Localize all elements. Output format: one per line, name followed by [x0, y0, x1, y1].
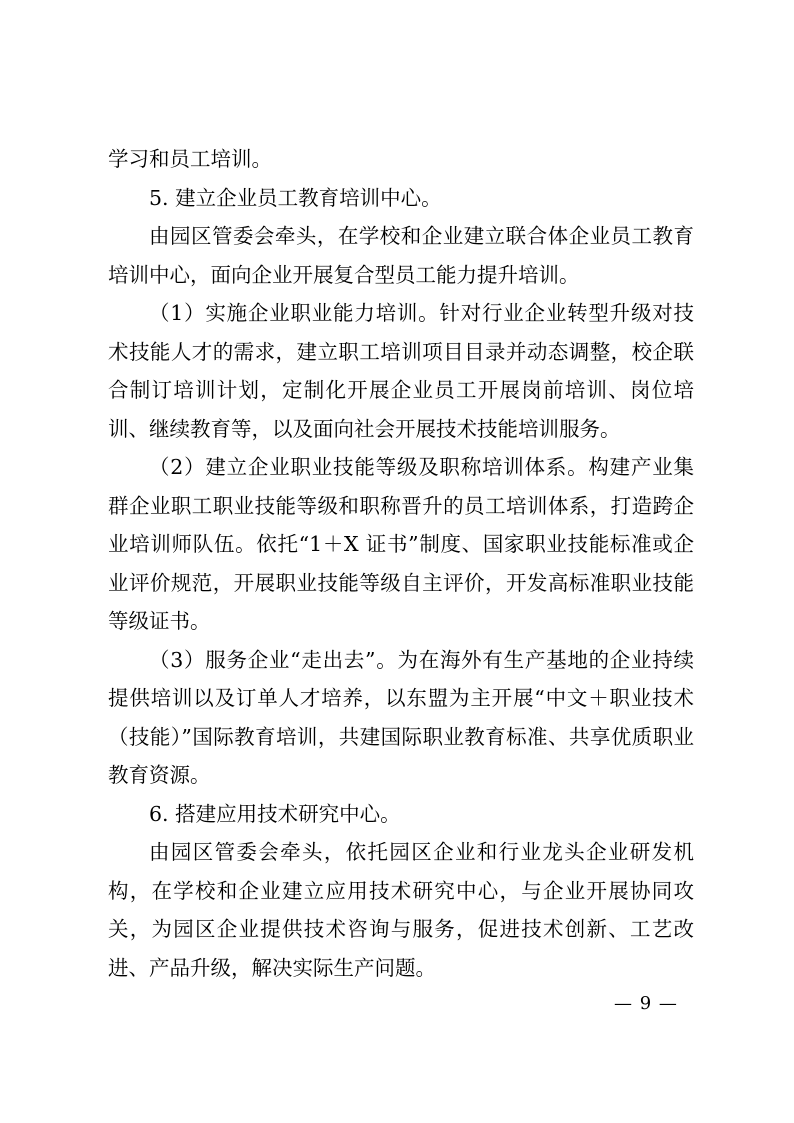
- paragraph-item-3: （3）服务企业“走出去”。为在海外有生产基地的企业持续提供培训以及订单人才培养，以东盟为主开展“中文＋职业技术（技能）”国际教育培训，共建国际职业教育标准、共享优质职业教育资源。: [108, 647, 694, 787]
- section-heading-6: 6. 搭建应用技术研究中心。: [149, 801, 401, 826]
- page-number: — 9 —: [614, 993, 678, 1014]
- paragraph-research-center: 由园区管委会牵头，依托园区企业和行业龙头企业研发机构，在学校和企业建立应用技术研究中心，与企业开展协同攻关，为园区企业提供技术咨询与服务，促进技术创新、工艺改进、产品升级，解决实际生产问题。: [108, 840, 694, 980]
- paragraph-item-2: （2）建立企业职业技能等级及职称培训体系。构建产业集群企业职工职业技能等级和职称晋升的员工培训体系，打造跨企业培训师队伍。依托“1＋X 证书”制度、国家职业技能标准或企业评价规范，开展职业技能等级自主评价，开发高标准职业技能等级证书。: [108, 455, 694, 633]
- section-heading-5: 5. 建立企业员工教育培训中心。: [149, 185, 442, 210]
- document-body: [108, 140, 694, 987]
- paragraph-item-1: （1）实施企业职业能力培训。针对行业企业转型升级对技术技能人才的需求，建立职工培训项目目录并动态调整，校企联合制订培训计划，定制化开展企业员工开展岗前培训、岗位培训、继续教育等，以及面向社会开展技术技能培训服务。: [108, 301, 694, 441]
- paragraph-training-center: 由园区管委会牵头，在学校和企业建立联合体企业员工教育培训中心，面向企业开展复合型员工能力提升培训。: [108, 224, 694, 287]
- paragraph-continuation: 学习和员工培训。: [108, 147, 272, 171]
